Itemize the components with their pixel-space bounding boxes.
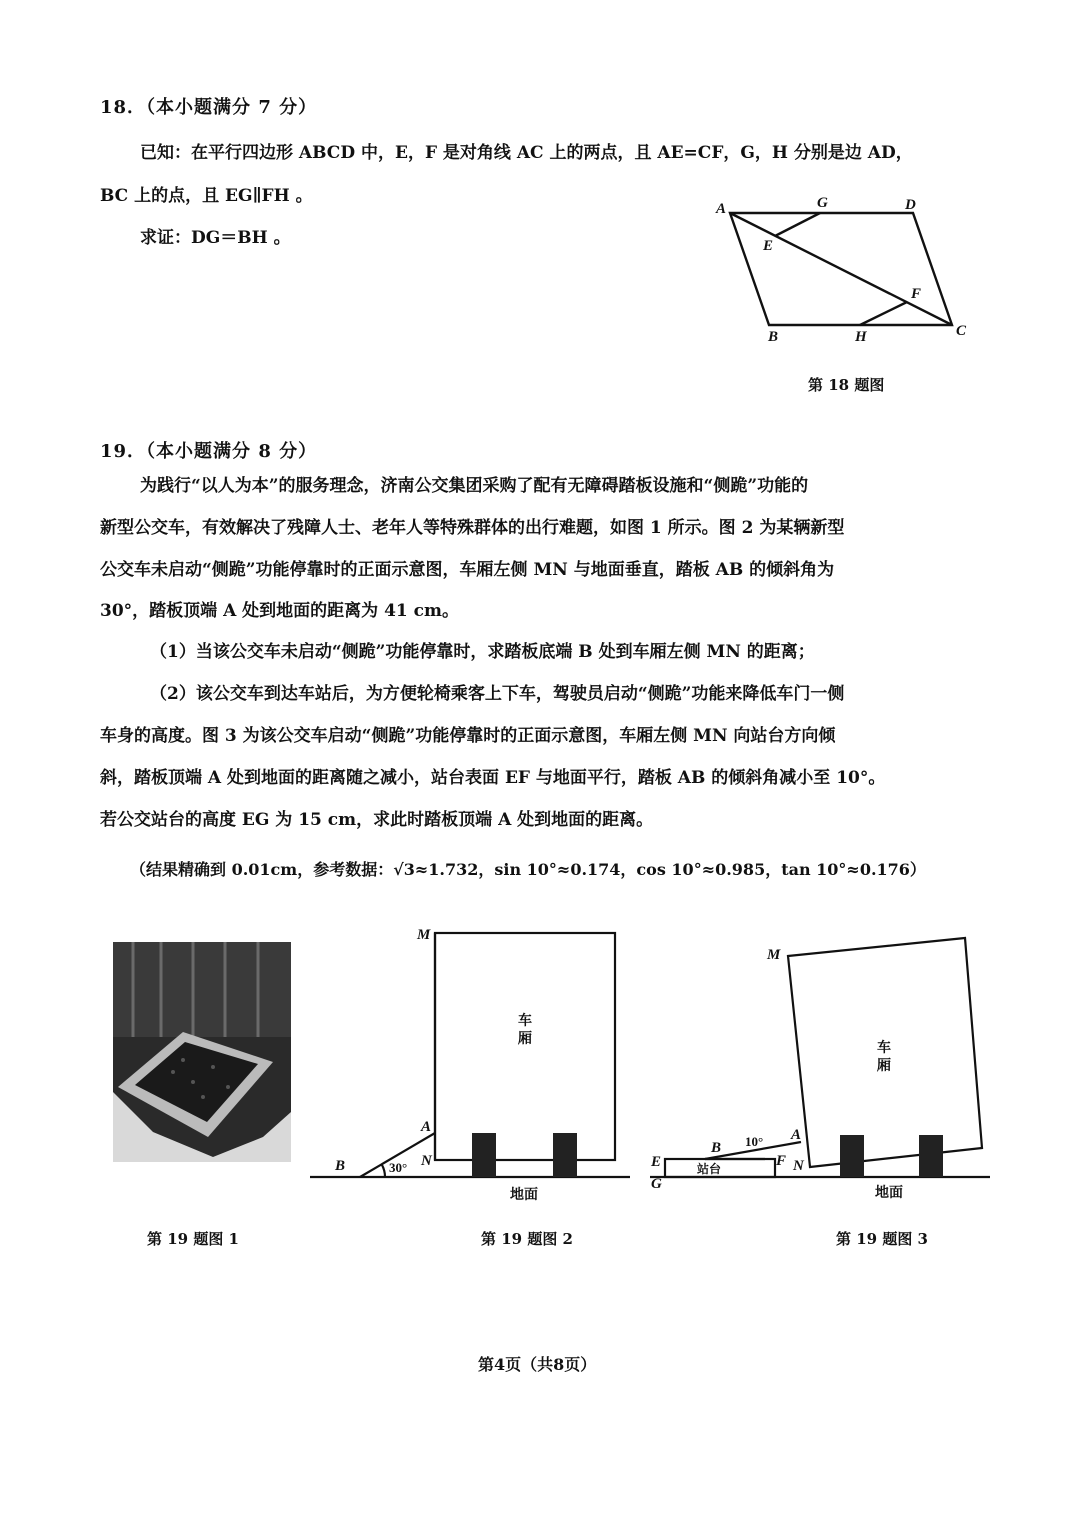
q19-sub1: （1）当该公交车未启动“侧跪”功能停靠时，求踏板底端 B 处到车厢左侧 MN 的距离； (150, 642, 815, 662)
label-n: N (421, 1153, 432, 1169)
q19-figure3-caption: 第 19 题图 3 (836, 1230, 928, 1248)
platform-label: 站台 (697, 1162, 722, 1176)
q19-sub2-line1: （2）该公交车到达车站后，为方便轮椅乘客上下车，驾驶员启动“侧跪”功能来降低车门一侧 (150, 684, 845, 704)
q18-line2: BC 上的点，且 EG∥FH 。 (100, 186, 313, 206)
q19-figure2-caption: 第 19 题图 2 (481, 1230, 573, 1248)
page-footer: 第4页（共8页） (478, 1355, 597, 1374)
angle-label: 30° (389, 1160, 408, 1175)
q19-sub2-line2: 车身的高度。图 3 为该公交车启动“侧跪”功能停靠时的正面示意图，车厢左侧 MN 向站台方向倾 (100, 726, 836, 746)
q19-para1-line1: 为践行“以人为本”的服务理念，济南公交集团采购了配有无障碍踏板设施和“侧跪”功能的 (140, 476, 809, 496)
q19-para1-line4: 30°，踏板顶端 A 处到地面的距离为 41 cm。 (100, 601, 460, 621)
ground-label: 地面 (510, 1187, 538, 1203)
label-f: F (911, 286, 922, 302)
wheel-right (553, 1133, 577, 1177)
q19-figure1-caption: 第 19 题图 1 (147, 1230, 239, 1248)
segment-eg (775, 213, 820, 236)
label-e: E (763, 238, 774, 254)
q18-line1: 已知：在平行四边形 ABCD 中，E，F 是对角线 AC 上的两点，且 AE=CF，G，H 分别是边 AD， (140, 143, 913, 163)
label-m: M (417, 927, 431, 943)
q18-line3: 求证：DG＝BH 。 (140, 228, 291, 248)
label-b: B (768, 329, 779, 345)
q18-figure (700, 185, 990, 360)
carriage-text-1: 车 (877, 1040, 891, 1056)
carriage-text-2: 厢 (877, 1058, 891, 1074)
wheel-right (919, 1135, 943, 1177)
label-g: G (817, 195, 828, 211)
q19-heading: 19．（本小题满分 8 分） (100, 441, 318, 462)
ground-label: 地面 (875, 1185, 903, 1201)
label-a: A (716, 201, 727, 217)
q19-figure2 (305, 915, 635, 1210)
q19-para1-line2: 新型公交车，有效解决了残障人士、老年人等特殊群体的出行难题，如图 1 所示。图 2 为某辆新型 (100, 518, 845, 538)
wheel-left (472, 1133, 496, 1177)
label-n: N (793, 1158, 804, 1174)
q19-figure3 (645, 930, 995, 1210)
angle-label: 10° (745, 1134, 764, 1149)
q19-para1-line3: 公交车未启动“侧跪”功能停靠时的正面示意图，车厢左侧 MN 与地面垂直，踏板 AB 的倾斜角为 (100, 560, 835, 580)
label-a: A (791, 1127, 802, 1143)
q19-sub2-line3: 斜，踏板顶端 A 处到地面的距离随之减小，站台表面 EF 与地面平行，踏板 AB 的倾斜角减小至 10°。 (100, 768, 886, 788)
label-e: E (651, 1154, 662, 1170)
carriage-text-1: 车 (518, 1013, 532, 1029)
label-c: C (956, 323, 967, 339)
label-d: D (905, 197, 916, 213)
wheel-left (840, 1135, 864, 1177)
label-m: M (767, 947, 781, 963)
q18-heading: 18．（本小题满分 7 分） (100, 97, 318, 118)
q19-reference-note: （结果精确到 0.01cm，参考数据：√3≈1.732，sin 10°≈0.174，cos 10°≈0.985，tan 10°≈0.176） (130, 860, 926, 879)
q19-sub2-line4: 若公交站台的高度 EG 为 15 cm，求此时踏板顶端 A 处到地面的距离。 (100, 810, 654, 830)
carriage-text-2: 厢 (518, 1031, 532, 1047)
label-a: A (421, 1119, 432, 1135)
label-h: H (855, 329, 867, 345)
q18-figure-caption: 第 18 题图 (808, 376, 885, 394)
label-b: B (335, 1158, 346, 1174)
label-b: B (711, 1140, 722, 1156)
angle-arc (382, 1165, 385, 1177)
label-g: G (651, 1176, 662, 1192)
segment-fh (860, 302, 907, 325)
label-f: F (776, 1153, 787, 1169)
q19-figure1-photo (113, 942, 291, 1162)
